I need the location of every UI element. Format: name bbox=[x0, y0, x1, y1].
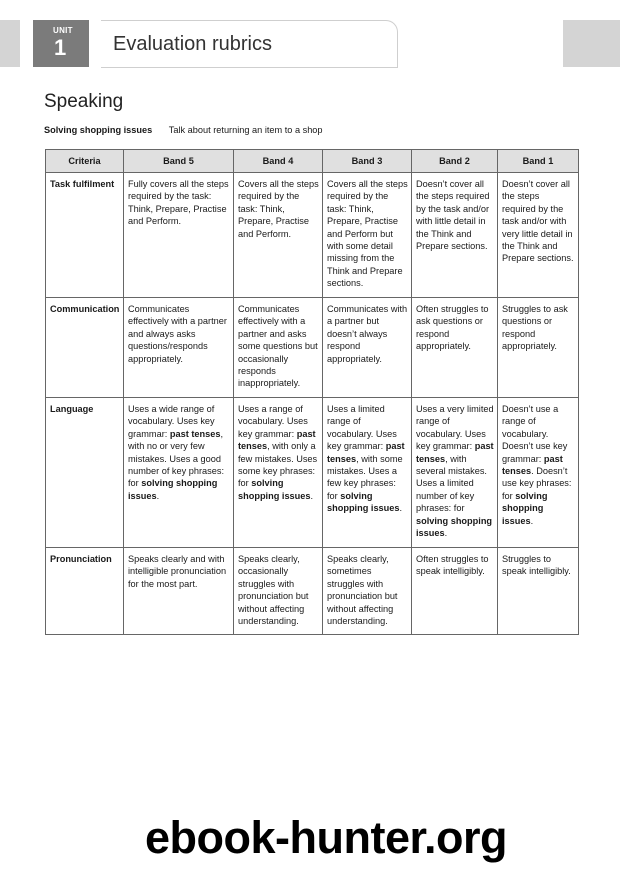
column-header-band-5: Band 5 bbox=[124, 150, 234, 173]
key-term: solving shopping issues bbox=[416, 515, 493, 539]
cell-text: . Doesn’t use key phrases: for bbox=[502, 466, 572, 501]
section-title: Speaking bbox=[44, 91, 124, 112]
cell-text: Uses a limited range of vocabulary. Uses key grammar: bbox=[327, 404, 397, 452]
rubric-cell bbox=[412, 298, 498, 398]
cell-text: Doesn’t use a range of vocabulary. Doesn’t use key grammar: bbox=[502, 404, 568, 464]
task-line bbox=[44, 125, 323, 135]
header-title-box bbox=[101, 20, 398, 68]
rubric-cell bbox=[323, 298, 412, 398]
key-term: solving shopping issues bbox=[327, 490, 400, 514]
key-term: past tenses bbox=[169, 428, 221, 439]
key-term: past tenses bbox=[502, 453, 563, 477]
key-term: past tenses bbox=[327, 441, 405, 464]
cell-text: Uses a range of vocabulary. Uses key grammar: bbox=[238, 404, 308, 439]
rubric-cell bbox=[124, 298, 234, 398]
rubric-cell bbox=[412, 548, 498, 635]
key-term: solving shopping issues bbox=[238, 478, 311, 501]
key-term: past tenses bbox=[416, 441, 494, 464]
rubric-cell bbox=[323, 173, 412, 298]
cell-text: , with some mistakes. Uses a few key phrases: for bbox=[327, 453, 403, 501]
page-title: Evaluation rubrics bbox=[113, 33, 272, 55]
criteria-cell: Pronunciation bbox=[46, 548, 124, 635]
rubric-cell bbox=[234, 548, 323, 635]
column-header-band-1: Band 1 bbox=[498, 150, 579, 173]
rubric-cell bbox=[234, 173, 323, 298]
cell-text: Doesn’t cover all the steps required by the task and/or with very little detail in the Think and Prepare sections. bbox=[502, 179, 574, 264]
column-header-band-2: Band 2 bbox=[412, 150, 498, 173]
cell-text: . bbox=[444, 528, 448, 539]
unit-number: 1 bbox=[54, 35, 67, 60]
right-page-tab bbox=[563, 20, 620, 67]
rubric-cell bbox=[124, 548, 234, 635]
task-description: Talk about returning an item to a shop bbox=[168, 125, 323, 135]
table-row bbox=[46, 298, 579, 398]
cell-text: Speaks clearly, sometimes struggles with pronunciation but without affecting understanding. bbox=[327, 554, 398, 627]
rubric-cell bbox=[124, 398, 234, 548]
criteria-cell: Task fulfilment bbox=[46, 173, 124, 298]
key-term: solving shopping issues bbox=[128, 478, 218, 501]
cell-text: Covers all the steps required by the task: Think, Prepare, Practise and Perform. bbox=[238, 179, 319, 239]
key-term: solving shopping issues bbox=[502, 490, 548, 526]
criteria-cell: Language bbox=[46, 398, 124, 548]
cell-text: Covers all the steps required by the task: Think, Prepare, Practise and Perform but with some detail missing from the Think and Prepare sections. bbox=[327, 179, 408, 289]
rubric-cell bbox=[323, 548, 412, 635]
cell-text: Communicates with a partner but doesn’t always respond appropriately. bbox=[327, 304, 408, 364]
rubric-cell bbox=[498, 398, 579, 548]
left-page-tab bbox=[0, 20, 20, 67]
cell-text: , with no or very few mistakes. Uses a good number of key phrases: for bbox=[128, 428, 225, 489]
rubric-cell bbox=[498, 548, 579, 635]
cell-text: Uses a very limited range of vocabulary. Uses key grammar: bbox=[416, 404, 494, 452]
column-header-band-4: Band 4 bbox=[234, 150, 323, 173]
column-header-criteria: Criteria bbox=[46, 150, 124, 173]
table-header-row bbox=[46, 150, 579, 173]
table-row bbox=[46, 548, 579, 635]
cell-text: Speaks clearly, occasionally struggles with pronunciation but without affecting understanding. bbox=[238, 554, 309, 627]
column-header-band-3: Band 3 bbox=[323, 150, 412, 173]
unit-label: UNIT bbox=[53, 26, 73, 35]
watermark: ebook-hunter.org bbox=[145, 812, 507, 863]
rubric-cell bbox=[234, 298, 323, 398]
cell-text: Fully covers all the steps required by the task: Think, Prepare, Practise and Perform. bbox=[128, 179, 229, 227]
rubric-cell bbox=[498, 298, 579, 398]
unit-badge bbox=[33, 20, 89, 67]
cell-text: . bbox=[530, 515, 534, 526]
cell-text: Speaks clearly and with intelligible pronunciation for the most part. bbox=[128, 554, 227, 589]
cell-text: Often struggles to ask questions or respond appropriately. bbox=[416, 304, 489, 352]
cell-text: . bbox=[399, 503, 403, 514]
criteria-cell: Communication bbox=[46, 298, 124, 398]
rubric-cell bbox=[323, 398, 412, 548]
cell-text: . bbox=[310, 490, 314, 501]
cell-text: , with only a few mistakes. Uses some key phrases: for bbox=[238, 441, 318, 489]
cell-text: Struggles to ask questions or respond appropriately. bbox=[502, 304, 568, 352]
cell-text: Doesn’t cover all the steps required by the task and/or with little detail in the Think and Prepare sections. bbox=[416, 179, 490, 252]
rubric-table bbox=[45, 149, 579, 635]
cell-text: Communicates effectively with a partner and always asks questions/responds appropriately. bbox=[128, 304, 227, 364]
table-row bbox=[46, 173, 579, 298]
cell-text: Struggles to speak intelligibly. bbox=[502, 554, 571, 577]
cell-text: . bbox=[156, 490, 160, 501]
cell-text: Communicates effectively with a partner and asks some questions but occasionally responds inappropriately. bbox=[238, 304, 318, 389]
cell-text: , with several mistakes. Uses a limited number of key phrases: for bbox=[416, 453, 487, 514]
table-row bbox=[46, 398, 579, 548]
rubric-cell bbox=[412, 398, 498, 548]
rubric-cell bbox=[234, 398, 323, 548]
cell-text: Uses a wide range of vocabulary. Uses key grammar: bbox=[128, 404, 215, 439]
key-term: past tenses bbox=[238, 428, 316, 452]
cell-text: Often struggles to speak intelligibly. bbox=[416, 554, 489, 577]
rubric-cell bbox=[498, 173, 579, 298]
rubric-cell bbox=[412, 173, 498, 298]
rubric-cell bbox=[124, 173, 234, 298]
task-name: Solving shopping issues bbox=[44, 125, 153, 135]
